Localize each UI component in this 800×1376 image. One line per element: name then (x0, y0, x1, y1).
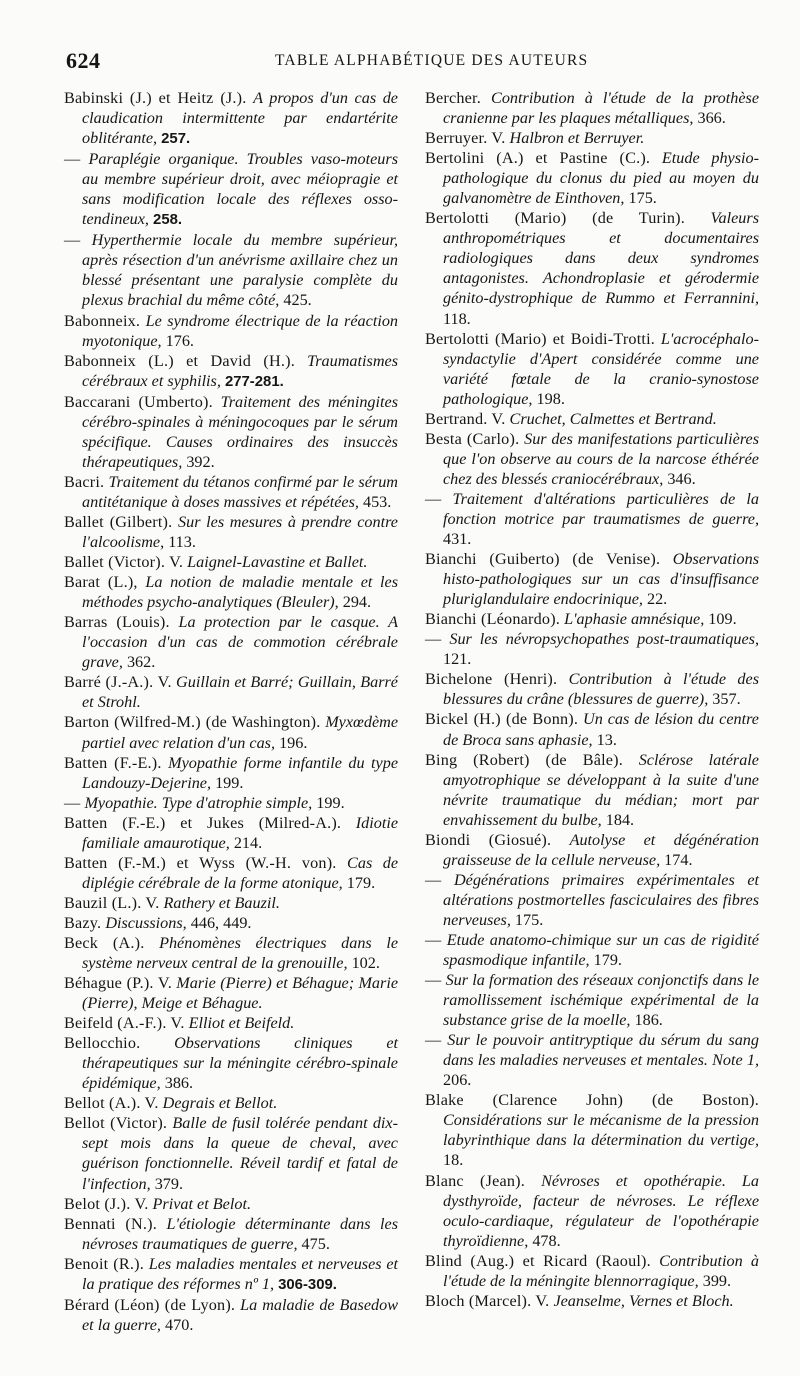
index-entry (425, 88, 759, 128)
index-entry (425, 148, 759, 208)
entry-author: Beifeld (A.-F.). V. (64, 1014, 185, 1033)
index-entry (425, 1291, 759, 1311)
entry-author: Bellot (Victor). (64, 1114, 168, 1133)
entry-page-ref: 346. (667, 469, 696, 488)
entry-title: Névroses et opothérapie. La dysthyroïde, facteur de névroses. Le réflexe oculo-cardiaque, régulateur de l'opothérapie thyroïdienne, (443, 1171, 760, 1250)
entry-page-ref: 470. (165, 1315, 194, 1334)
entry-title: Myopathie. Type d'atrophie simple, (84, 793, 313, 812)
entry-page-ref: 199. (316, 793, 345, 812)
entry-title: Valeurs anthropométriques et documentaires radiologiques dans deux syndromes antagonistes. Achondroplasie et gérodermie génito-dystrophique de Rummo et Ferrannini, (443, 209, 759, 308)
index-entry (64, 552, 398, 572)
entry-author: Beck (A.). (64, 933, 145, 952)
entry-page-ref: 206. (443, 1071, 472, 1090)
index-entry (425, 1171, 759, 1251)
index-entry (64, 392, 398, 472)
entry-title: Un cas de lésion du centre de Broca sans aphasie, (443, 710, 759, 749)
entry-author: Babonneix. (64, 311, 141, 330)
entry-page-ref: 176. (165, 331, 194, 350)
entry-title: Rathery et Bauzil. (163, 893, 280, 912)
entry-page-ref: 179. (346, 873, 376, 892)
entry-page-ref: 18. (443, 1151, 464, 1170)
entry-title: La maladie de Basedow et la guerre, (82, 1295, 399, 1334)
entry-title: Etude physio-pathologique du clonus du pied au moyen du galvanomètre de Einthoven, (443, 149, 759, 208)
entry-page-ref: 306-309. (278, 1276, 337, 1293)
index-entry (64, 88, 398, 149)
index-entry (64, 1033, 398, 1093)
entry-title: Sur le pouvoir antitryptique du sérum du sang dans les maladies nerveuses et mentales. Note 1, (443, 1031, 759, 1070)
entry-author: Bickel (H.) (de Bonn). (425, 710, 579, 729)
index-entry (425, 750, 759, 830)
entry-page-ref: 399. (702, 1271, 732, 1290)
entry-title: Contribution à l'étude des blessures du crâne (blessures de guerre), (443, 670, 759, 709)
entry-title: Guillain et Barré; Guillain, Barré et Strohl. (82, 673, 398, 712)
entry-author: Bianchi (Léonardo). (425, 610, 561, 629)
index-entry (64, 572, 398, 612)
entry-page-ref: 386. (164, 1074, 194, 1093)
entry-title: Hyperthermie locale du membre supérieur, après résection d'un anévrisme axillaire chez un blessé présentant une paralysie complète du plexus brachial du même côté, (82, 231, 399, 310)
entry-page-ref: 22. (646, 590, 668, 609)
entry-author: Bing (Robert) (de Bâle). (425, 750, 623, 769)
entry-page-ref: 186. (634, 1011, 663, 1030)
entry-author: Bennati (N.). (64, 1214, 157, 1233)
index-entry (64, 1254, 398, 1295)
entry-author: Batten (F.-M.) et Wyss (W.-H. von). (64, 853, 337, 872)
entry-author: Bertolini (A.) et Pastine (C.). (425, 149, 651, 168)
entry-title: L'aphasie amnésique, (564, 610, 705, 629)
entry-author: Barton (Wilfred-M.) (de Washington). (64, 713, 321, 732)
entry-page-ref: 13. (596, 730, 617, 749)
entry-page-ref: 392. (186, 452, 215, 471)
entry-page-ref: 362. (126, 653, 156, 672)
entry-title: Autolyse et dégénération graisseuse de la cellule nerveuse, (443, 830, 759, 869)
entry-page-ref: 184. (605, 810, 635, 829)
entry-author: Bertolotti (Mario) (de Turin). (425, 209, 685, 228)
entry-author: Bertolotti (Mario) et Boidi-Trotti. (425, 329, 656, 348)
entry-title: Sur des manifestations particulières que l'on observe au cours de la narcose éthérée chez des blessés craniocérébraux, (443, 429, 759, 488)
index-entry (64, 612, 398, 672)
entry-title: L'étiologie déterminante dans les névroses traumatiques de guerre, (82, 1214, 398, 1253)
entry-author: Batten (F.-E.). (64, 753, 162, 772)
entry-author: Bazy. (64, 913, 102, 932)
index-entry (64, 1295, 398, 1335)
entry-title: A propos d'un cas de claudication intermittente par endartérite oblitérante, (82, 89, 398, 148)
entry-page-ref: 294. (342, 593, 372, 612)
entry-page-ref: 258. (153, 212, 183, 229)
entry-author: — (425, 489, 442, 508)
entry-page-ref: 199. (215, 773, 244, 792)
entry-title: Etude anatomo-chimique sur un cas de rigidité spasmodique infantile, (443, 930, 759, 970)
entry-title: Idiotie familiale amaurotique, (82, 813, 399, 852)
entry-author: Béhague (P.). V. (64, 974, 172, 993)
entry-title: La notion de maladie mentale et les méthodes psycho-analytiques (Bleuler), (82, 573, 398, 612)
entry-page-ref: 118. (443, 309, 471, 328)
entry-title: Sur les névropsychopathes post-traumatiques, (449, 630, 759, 649)
entry-page-ref: 113. (168, 533, 196, 552)
index-entry (64, 1214, 398, 1254)
entry-title: L'acrocéphalo-syndactylie d'Apert considérée comme une variété fœtale de la cranio-synostose pathologique, (443, 329, 759, 408)
index-entry (425, 629, 759, 669)
entry-title: Considérations sur le mécanisme de la pression labyrinthique dans la détermination du vertige, (443, 1111, 759, 1150)
entry-page-ref: 475. (301, 1234, 330, 1253)
index-entry (64, 913, 398, 933)
entry-author: Besta (Carlo). (425, 429, 520, 448)
entry-title: Myxœdème partiel avec relation d'un cas, (82, 713, 399, 752)
entry-author: Bellocchio. (64, 1034, 141, 1053)
page-number: 624 (66, 48, 101, 73)
index-entry (425, 830, 759, 870)
entry-author: Barras (Louis). (64, 613, 170, 632)
entry-title: Traumatismes cérébraux et syphilis, (82, 351, 398, 390)
entry-author: Bellot (A.). V. (64, 1094, 159, 1113)
entry-author: Bertrand. V. (425, 409, 506, 428)
entry-title: Privat et Belot. (152, 1194, 251, 1213)
entry-page-ref: 175. (514, 910, 544, 929)
entry-title: Balle de fusil tolérée pendant dix-sept mois dans la queue de cheval, avec guérison fonctionnelle. Réveil tardif et fatal de l'infection, (82, 1114, 398, 1193)
index-entry (425, 669, 759, 709)
index-entry (64, 973, 398, 1013)
index-entry (64, 672, 398, 712)
entry-title: Sur la formation des réseaux conjonctifs dans le ramollissement ischémique expérimental de la substance grise de la moelle, (443, 971, 760, 1030)
index-entry (425, 1030, 759, 1090)
entry-author: — (425, 870, 442, 889)
entry-author: Bercher. (425, 89, 481, 107)
index-entry (425, 128, 759, 148)
entry-author: Blind (Aug.) et Ricard (Raoul). (425, 1251, 651, 1270)
index-entry (425, 489, 759, 549)
entry-title: Observations histo-pathologiques sur un cas d'insuffisance pluriglandulaire endocrinique, (443, 550, 760, 609)
entry-page-ref: 196. (279, 733, 308, 752)
index-entry (64, 149, 398, 230)
running-title: TABLE ALPHABÉTIQUE DES AUTEURS (275, 52, 589, 69)
index-entry (64, 793, 398, 813)
entry-page-ref: 425. (283, 291, 312, 310)
entry-author: Blanc (Jean). (425, 1171, 525, 1190)
entry-author: Bloch (Marcel). V. (425, 1291, 550, 1310)
entry-title: Dégénérations primaires expérimentales et altérations postmortelles fasciculaires des fibres nerveuses, (443, 870, 759, 929)
index-entry (425, 409, 759, 429)
index-entry (64, 853, 398, 893)
entry-title: Traitement d'altérations particulières de la fonction motrice par traumatismes de guerre, (443, 489, 759, 528)
entry-title: Contribution à l'étude de la prothèse cranienne par les plaques métalliques, (443, 89, 759, 128)
index-entry (425, 208, 759, 328)
entry-author: — (64, 150, 81, 169)
entry-author: — (425, 971, 442, 990)
entry-page-ref: 214. (233, 833, 263, 852)
entry-title: Sur les mesures à prendre contre l'alcoolisme, (82, 512, 398, 552)
index-entry (64, 311, 398, 351)
entry-title: Elliot et Beifeld. (188, 1014, 295, 1033)
entry-title: Cruchet, Calmettes et Bertrand. (509, 409, 717, 428)
index-entry (64, 230, 398, 310)
entry-page-ref: 174. (664, 850, 693, 869)
entry-author: Berruyer. V. (425, 129, 506, 148)
index-entry (64, 893, 398, 913)
index-entry (64, 1113, 398, 1193)
index-entry (64, 933, 398, 973)
index-entry (64, 813, 398, 853)
index-entry (425, 870, 759, 930)
entry-author: — (425, 1031, 442, 1050)
entry-author: Bianchi (Guiberto) (de Venise). (425, 550, 661, 569)
index-entry (425, 930, 759, 970)
entry-author: Baccarani (Umberto). (64, 392, 213, 411)
entry-title: Degrais et Bellot. (162, 1094, 278, 1113)
entry-page-ref: 453. (362, 492, 392, 511)
entry-author: Batten (F.-E.) et Jukes (Milred-A.). (64, 813, 342, 832)
entry-title: Jeanselme, Vernes et Bloch. (553, 1291, 734, 1310)
entry-title: Le syndrome électrique de la réaction myotonique, (82, 311, 399, 350)
index-entry (425, 429, 759, 489)
index-entry (64, 753, 398, 793)
index-entry (64, 512, 398, 552)
index-entry (64, 472, 398, 512)
entry-page-ref: 379. (154, 1174, 184, 1193)
entry-author: Babinski (J.) et Heitz (J.). (64, 89, 247, 107)
index-entry (425, 329, 759, 409)
entry-title: Marie (Pierre) et Béhague; Marie (Pierre), Meige et Béhague. (82, 974, 399, 1013)
index-entry (425, 549, 759, 609)
entry-author: Blake (Clarence John) (de Boston). (425, 1091, 759, 1110)
entry-title: Laignel-Lavastine et Ballet. (187, 553, 368, 572)
entry-page-ref: 198. (536, 389, 565, 408)
entry-title: Halbron et Berruyer. (509, 129, 645, 148)
entry-title: Cas de diplégie cérébrale de la forme atonique, (82, 853, 399, 892)
entry-title: Observations cliniques et thérapeutiques sur la méningite cérébro-spinale épidémique, (82, 1034, 399, 1093)
index-entry (64, 1194, 398, 1214)
entry-title: Contribution à l'étude de la méningite blennorragique, (443, 1251, 759, 1290)
entry-page-ref: 179. (593, 951, 622, 970)
index-entry (64, 351, 398, 392)
entry-author: Ballet (Gilbert). (64, 512, 173, 531)
entry-page-ref: 357. (712, 690, 741, 709)
entry-title: Myopathie forme infantile du type Landouzy-Dejerine, (82, 753, 399, 792)
entry-title: La protection par le casque. A l'occasion d'un cas de commotion cérébrale grave, (82, 613, 398, 672)
index-column-left (64, 88, 398, 1335)
entry-author: Bichelone (Henri). (425, 670, 558, 689)
entry-title: Discussions, (105, 913, 187, 932)
entry-title: Paraplégie organique. Troubles vaso-moteurs au membre supérieur droit, avec méiopragie et sans modification locale des réflexes osso-tendineux, (82, 150, 399, 229)
index-column-right (425, 88, 759, 1311)
index-entry (425, 1090, 759, 1170)
entry-title: Sclérose latérale amyotrophique se développant à la suite d'une névrite traumatique du médian; mort par envahissement du bulbe, (443, 750, 759, 829)
entry-author: Bérard (Léon) (de Lyon). (64, 1295, 236, 1314)
entry-author: — (425, 930, 442, 949)
entry-title: Traitement du tétanos confirmé par le sérum antitétanique à doses massives et répétées, (82, 472, 398, 511)
entry-author: Bauzil (L.). V. (64, 893, 160, 912)
entry-page-ref: 121. (443, 650, 472, 669)
entry-author: Bacri. (64, 472, 105, 491)
entry-author: Ballet (Victor). V. (64, 553, 184, 572)
entry-author: Barré (J.-A.). V. (64, 673, 172, 692)
entry-page-ref: 446, 449. (190, 913, 252, 932)
index-entry (64, 1013, 398, 1033)
entry-page-ref: 366. (697, 109, 726, 128)
entry-page-ref: 478. (532, 1231, 561, 1250)
index-entry (425, 609, 759, 629)
entry-page-ref: 175. (628, 189, 657, 208)
entry-author: Belot (J.). V. (64, 1194, 149, 1213)
index-entry (64, 712, 398, 752)
index-entry (425, 709, 759, 749)
entry-author: Babonneix (L.) et David (H.). (64, 351, 295, 370)
entry-page-ref: 109. (708, 610, 737, 629)
index-entry (64, 1093, 398, 1113)
entry-title: Les maladies mentales et nerveuses et la pratique des réformes nº 1, (82, 1254, 398, 1293)
entry-page-ref: 431. (443, 530, 472, 549)
entry-author: Barat (L.), (64, 573, 138, 592)
entry-author: Biondi (Giosué). (425, 830, 552, 849)
entry-title: Traitement des méningites cérébro-spinales à méningocoques par le sérum spécifique. Causes ordinaires des insuccès thérapeutiques, (82, 392, 398, 471)
index-entry (425, 1251, 759, 1291)
entry-author: Benoit (R.). (64, 1254, 144, 1273)
entry-page-ref: 257. (161, 131, 191, 148)
entry-page-ref: 277-281. (224, 373, 284, 390)
entry-author: — (425, 630, 442, 649)
entry-author: — (64, 231, 81, 250)
entry-title: Phénomènes électriques dans le système nerveux central de la grenouille, (82, 933, 399, 973)
entry-page-ref: 102. (351, 954, 380, 973)
entry-author: — (64, 793, 81, 812)
index-entry (425, 970, 759, 1030)
